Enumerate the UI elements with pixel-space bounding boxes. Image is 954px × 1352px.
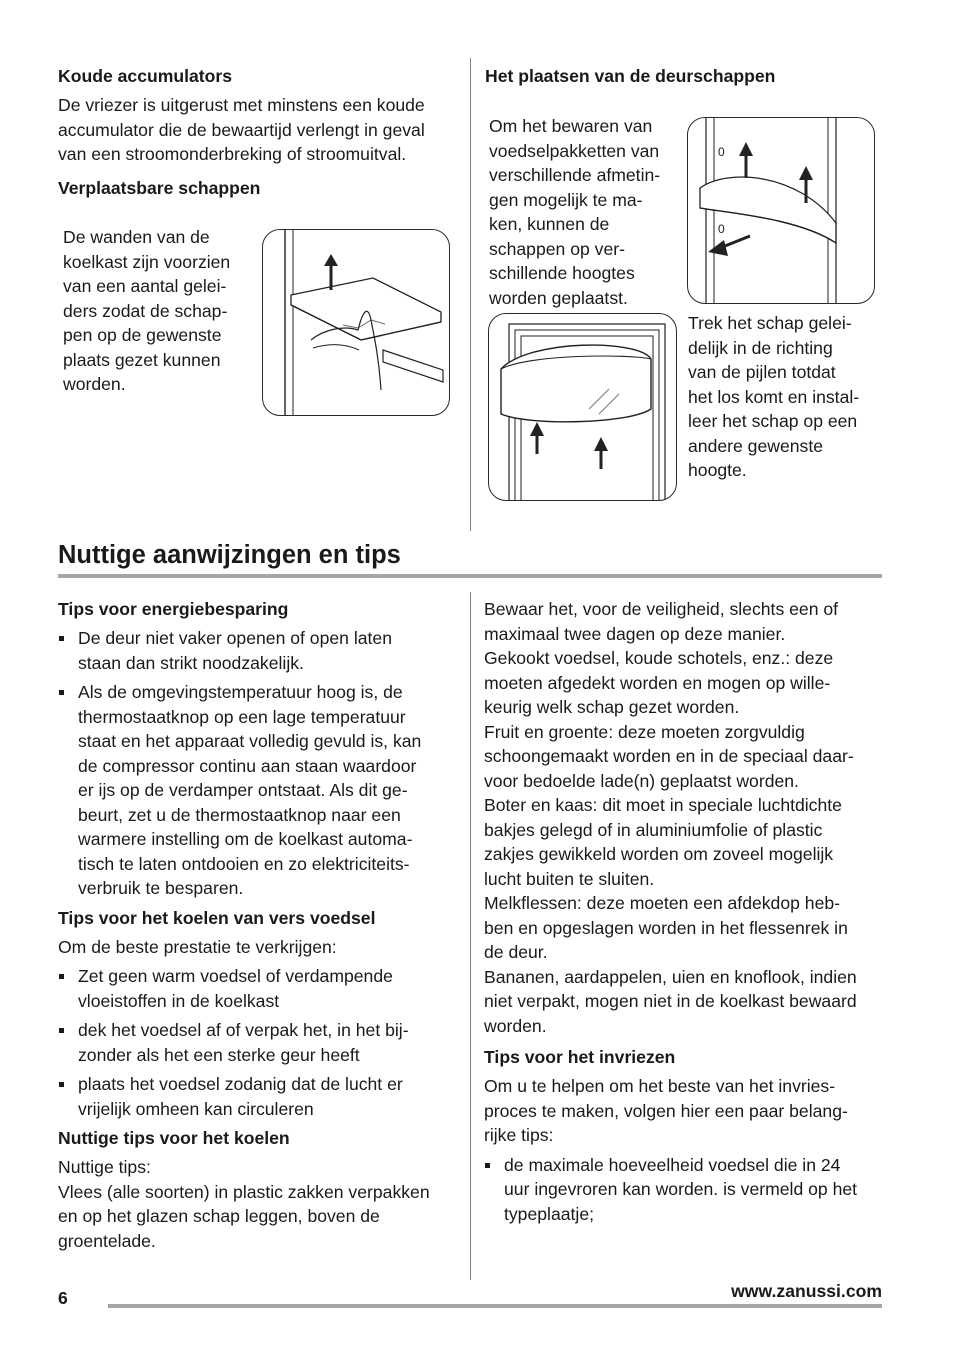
invriezen-list (484, 1153, 884, 1227)
deurschappen-heading: Het plaatsen van de deurschappen (485, 66, 776, 86)
invriezen-heading: Tips voor het invriezen (484, 1047, 676, 1067)
invriezen-text: Om u te helpen om het beste van het invries- proces te maken, volgen hier een paar belang- rijke tips: (484, 1076, 848, 1145)
list-item: De deur niet vaker openen of open laten staan dan strikt noodzakelijk. (58, 626, 458, 675)
vers-voedsel-intro: Om de beste prestatie te verkrijgen: (58, 936, 337, 957)
website-link[interactable]: www.zanussi.com (731, 1281, 882, 1301)
vers-voedsel-heading: Tips voor het koelen van vers voedsel (58, 907, 376, 928)
right-column (484, 597, 884, 1231)
list-item: Zet geen warm voedsel of verdampende vloeistoffen in de koelkast (58, 964, 458, 1013)
energiebesparing-list (58, 626, 458, 901)
footer-rule (108, 1304, 882, 1308)
column-divider-bottom (470, 592, 471, 1280)
energiebesparing-heading: Tips voor energiebesparing (58, 599, 289, 619)
deurschappen-text-1: Om het bewaren van voedselpakketten van verschillende afmetin- gen mogelijk te ma- ken, kunnen de schappen op ver- schillende hoogtes worden geplaatst. (489, 116, 661, 308)
left-column (58, 597, 458, 1253)
heading-rule (58, 574, 882, 578)
list-item: dek het voedsel af of verpak het, in het bij- zonder als het een sterke geur heeft (58, 1018, 458, 1067)
koelen-heading: Nuttige tips voor het koelen (58, 1128, 290, 1148)
vers-voedsel-list (58, 964, 458, 1121)
list-item: plaats het voedsel zodanig dat de lucht er vrijelijk omheen kan circuleren (58, 1072, 458, 1121)
verplaatsbare-schappen-text: De wanden van de koelkast zijn voorzien van een aantal gelei- ders zodat de schap- pen op de gewenste plaats gezet kunnen worden. (63, 227, 231, 394)
deurschappen-text-2: Trek het schap gelei- delijk in de richting van de pijlen totdat het los komt en instal- leer het schap op een andere gewenste hoogte. (688, 313, 860, 480)
column-divider-top (470, 58, 471, 531)
page-number: 6 (58, 1288, 68, 1308)
koelen-text: Nuttige tips: Vlees (alle soorten) in plastic zakken verpakken en op het glazen schap leggen, boven de groentelade. (58, 1157, 430, 1251)
verplaatsbare-schappen-heading: Verplaatsbare schappen (58, 178, 261, 198)
list-item: de maximale hoeveelheid voedsel die in 24 uur ingevroren kan worden. is vermeld op het typeplaatje; (484, 1153, 884, 1227)
svg-text:0: 0 (718, 145, 725, 159)
door-shelf-install-illustration (488, 313, 677, 501)
bewaren-text: Bewaar het, voor de veiligheid, slechts een of maximaal twee dagen op deze manier. Gekookt voedsel, koude schotels, enz.: deze moeten afgedekt worden en mogen op wille- keurig welk schap gezet worden. Fruit en groente: deze moeten zorgvuldig schoongemaakt worden en in de speciaal daar- voor bedoelde lade(n) geplaatst worden. Boter en kaas: dit moet in speciale luchtdichte bakjes gelegd of in aluminiumfolie of plastic zakjes gewikkeld worden om zoveel mogelijk lucht buiten te sluiten. Melkflessen: deze moeten een afdekdop heb- ben en opgeslagen worden in het flessenrek in de deur. Bananen, aardappelen, uien en knoflook, indien niet verpakt, mogen niet in de koelkast bewaard worden. (484, 599, 857, 1036)
shelf-illustration (262, 229, 450, 416)
door-shelf-removal-illustration (687, 117, 875, 304)
koude-accumulators-heading: Koude accumulators (58, 66, 233, 86)
section-heading: Nuttige aanwijzingen en tips (58, 541, 401, 569)
koude-accumulators-text: De vriezer is uitgerust met minstens een koude accumulator die de bewaartijd verlengt in geval van een stroomonderbreking of stroomuitval. (58, 95, 425, 164)
list-item: Als de omgevingstemperatuur hoog is, de thermostaatknop op een lage temperatuur staat en het apparaat volledig gevuld is, kan de compressor continu aan staan waardoor er ijs op de verdamper ontstaat. Als dit ge- beurt, zet u de thermostaatknop naar een warmere instelling om de koelkast automa- tisch te laten ontdooien en zo elektriciteits- verbruik te besparen. (58, 680, 458, 901)
svg-text:0: 0 (718, 222, 725, 236)
